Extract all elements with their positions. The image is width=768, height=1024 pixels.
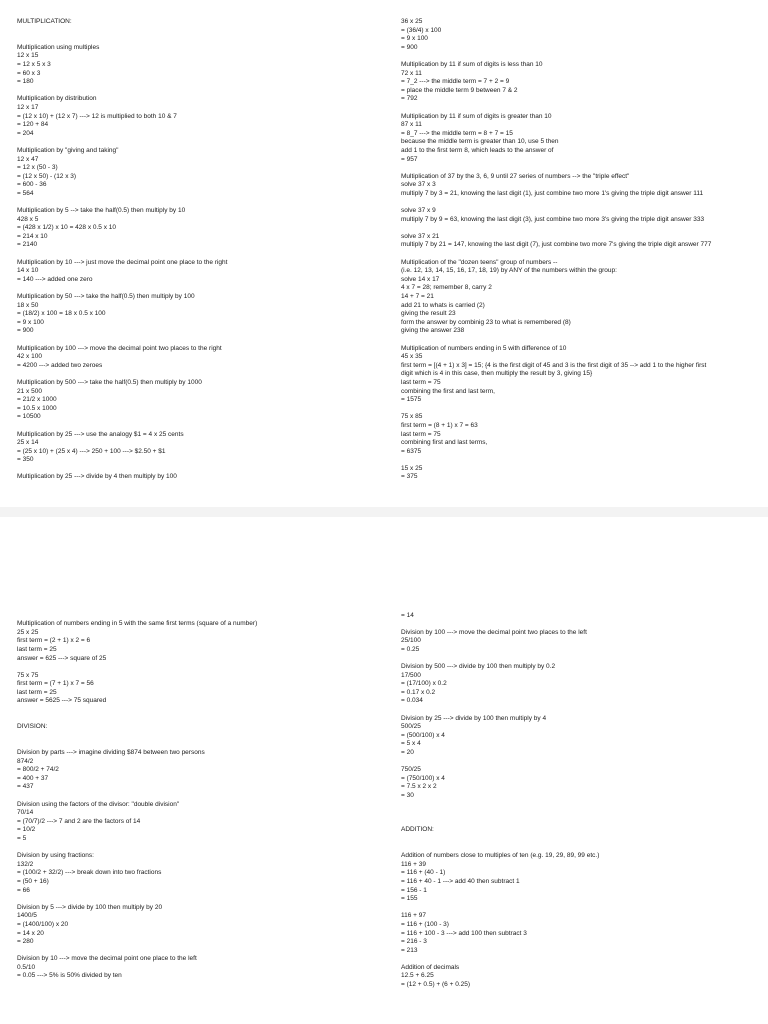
document-page-2 bbox=[0, 517, 768, 1024]
page-2-left-column bbox=[17, 517, 387, 981]
text-line bbox=[401, 534, 763, 543]
text-line: 116 + 39 bbox=[401, 860, 427, 868]
text-line: because the middle term is greater than 10, use 5 then bbox=[401, 138, 559, 146]
text-line: solve 37 x 3 bbox=[401, 181, 436, 189]
text-line: 750/25 bbox=[401, 766, 421, 774]
text-line: = 900 bbox=[401, 43, 418, 51]
text-line: = 5 bbox=[17, 834, 27, 842]
text-line: 12 x 47 bbox=[17, 155, 39, 163]
text-line: 14 x 10 bbox=[17, 267, 39, 275]
text-line: = (36/4) x 100 bbox=[401, 26, 442, 34]
text-line: first term = (8 + 1) x 7 = 63 bbox=[401, 421, 478, 429]
text-line bbox=[401, 955, 763, 964]
text-line: last term = 75 bbox=[401, 378, 441, 386]
text-line: combining the first and last term, bbox=[401, 387, 495, 395]
text-line bbox=[17, 35, 387, 44]
text-line bbox=[17, 603, 387, 612]
text-line: = (70/7)/2 ---> 7 and 2 are the factors of 14 bbox=[17, 817, 141, 825]
text-line: 132/2 bbox=[17, 860, 34, 868]
text-line bbox=[401, 603, 763, 612]
text-line: = 12 x 5 x 3 bbox=[17, 60, 51, 68]
text-line bbox=[17, 560, 387, 569]
text-line: = 116 + (100 - 3) bbox=[401, 920, 449, 928]
text-line bbox=[401, 835, 763, 844]
text-line: Multiplication by 11 if sum of digits is less than 10 bbox=[401, 60, 543, 68]
text-line bbox=[17, 663, 387, 672]
text-line: multiply 7 by 9 = 63, knowing the last digit (3), just combine two more 3's giving the triple digit answer 333 bbox=[401, 215, 705, 223]
text-line: = 280 bbox=[17, 938, 34, 946]
text-line: = (12 + 0.5) + (6 + 0.25) bbox=[401, 981, 471, 989]
text-line: = 14 bbox=[401, 611, 414, 619]
text-line bbox=[17, 465, 387, 474]
text-line bbox=[401, 456, 763, 465]
text-line bbox=[401, 586, 763, 595]
text-line: Multiplication by 100 ---> move the decimal point two places to the right bbox=[17, 344, 222, 352]
text-line: = 5 x 4 bbox=[401, 740, 421, 748]
text-line: = 375 bbox=[401, 473, 418, 481]
text-line: 42 x 100 bbox=[17, 353, 42, 361]
text-line: Multiplication by 5 --> take the half(0.5) then multiply by 10 bbox=[17, 207, 186, 215]
text-line: = 7.5 x 2 x 2 bbox=[401, 783, 437, 791]
text-line bbox=[401, 801, 763, 810]
text-line bbox=[401, 655, 763, 664]
text-line: = 60 x 3 bbox=[17, 69, 41, 77]
text-line bbox=[401, 620, 763, 629]
text-line bbox=[17, 517, 387, 526]
text-line: 428 x 5 bbox=[17, 215, 39, 223]
text-line: Multiplication by 11 if sum of digits is greater than 10 bbox=[401, 112, 552, 120]
text-line: = 204 bbox=[17, 129, 34, 137]
text-line: 15 x 25 bbox=[401, 464, 423, 472]
page-2-right-column bbox=[401, 517, 763, 990]
text-line bbox=[17, 250, 387, 259]
text-line: = (12 x 50) - (12 x 3) bbox=[17, 172, 77, 180]
text-line: 25/100 bbox=[401, 637, 421, 645]
text-line: = (428 x 1/2) x 10 = 428 x 0.5 x 10 bbox=[17, 224, 117, 232]
text-line bbox=[401, 198, 763, 207]
text-line: = 350 bbox=[17, 456, 34, 464]
text-line: = 180 bbox=[17, 78, 34, 86]
text-line: = (100/2 + 32/2) ---> break down into two fractions bbox=[17, 869, 162, 877]
text-line: = (17/100) x 0.2 bbox=[401, 680, 447, 688]
text-line: = 140 ---> added one zero bbox=[17, 275, 93, 283]
text-line bbox=[17, 844, 387, 853]
text-line: 36 x 25 bbox=[401, 18, 423, 25]
text-line: Division by using fractions: bbox=[17, 852, 94, 860]
text-line bbox=[401, 904, 763, 913]
text-line: giving the result 23 bbox=[401, 310, 456, 318]
text-line bbox=[17, 594, 387, 603]
text-line: solve 37 x 21 bbox=[401, 232, 440, 240]
text-line bbox=[401, 844, 763, 853]
text-line bbox=[17, 526, 387, 535]
text-line: = 792 bbox=[401, 95, 418, 103]
text-line: = 437 bbox=[17, 783, 34, 791]
text-line: = 600 - 36 bbox=[17, 181, 47, 189]
text-line: = 0.17 x 0.2 bbox=[401, 688, 436, 696]
text-line bbox=[17, 534, 387, 543]
text-line bbox=[17, 740, 387, 749]
text-line: MULTIPLICATION: bbox=[17, 18, 72, 25]
text-line: = (500/100) x 4 bbox=[401, 731, 445, 739]
text-line: ADDITION: bbox=[401, 826, 434, 834]
text-line: solve 14 x 17 bbox=[401, 275, 440, 283]
text-line: solve 37 x 9 bbox=[401, 207, 436, 215]
page-divider bbox=[0, 507, 768, 517]
text-line: 1400/5 bbox=[17, 912, 37, 920]
text-line: 500/25 bbox=[401, 723, 421, 731]
text-line: Division using the factors of the divisor: "double division" bbox=[17, 800, 180, 808]
text-line bbox=[401, 543, 763, 552]
document-page-1 bbox=[0, 0, 768, 507]
text-line: 87 x 11 bbox=[401, 121, 422, 129]
text-line: combining first and last terms, bbox=[401, 439, 488, 447]
page-1-left-column bbox=[17, 18, 387, 482]
text-line: 12 x 15 bbox=[17, 52, 39, 60]
text-line bbox=[401, 405, 763, 414]
text-line: first term = [(4 + 1) x 3] = 15; {4 is the first digit of 45 and 3 is the first digit of 35 --> add 1 to the higher first bbox=[401, 361, 707, 369]
text-line bbox=[17, 336, 387, 345]
text-line bbox=[17, 792, 387, 801]
text-line: = (750/100) x 4 bbox=[401, 774, 445, 782]
text-line: = 800/2 + 74/2 bbox=[17, 766, 59, 774]
text-line: Multiplication by 25 ---> use the analogy $1 = 4 x 25 cents bbox=[17, 430, 184, 438]
text-line: = 66 bbox=[17, 886, 30, 894]
text-line: last term = 25 bbox=[17, 688, 57, 696]
text-line bbox=[401, 569, 763, 578]
text-line: Addition of decimals bbox=[401, 963, 460, 971]
text-line: Multiplication by 50 ---> take the half(0.5) then multiply by 100 bbox=[17, 293, 195, 300]
text-line: 25 x 14 bbox=[17, 439, 39, 447]
text-line bbox=[17, 586, 387, 595]
text-line: = 0.05 ---> 5% is 50% divided by ten bbox=[17, 972, 122, 980]
text-line bbox=[401, 560, 763, 569]
text-line: last term = 25 bbox=[17, 645, 57, 653]
text-line bbox=[17, 895, 387, 904]
text-line bbox=[17, 715, 387, 724]
text-line: = 400 + 37 bbox=[17, 774, 49, 782]
text-line bbox=[17, 732, 387, 741]
text-line: 75 x 75 bbox=[17, 671, 39, 679]
text-line bbox=[17, 577, 387, 586]
text-line: first term = (2 + 1) x 2 = 6 bbox=[17, 637, 91, 645]
text-line: 70/14 bbox=[17, 809, 34, 817]
text-line: = (1400/100) x 20 bbox=[17, 920, 69, 928]
text-line: 21 x 500 bbox=[17, 387, 42, 395]
text-line: = 216 - 3 bbox=[401, 938, 427, 946]
text-line bbox=[401, 250, 763, 259]
text-line: Division by 25 ---> divide by 100 then multiply by 4 bbox=[401, 714, 547, 722]
text-line: 116 + 97 bbox=[401, 912, 427, 920]
text-line: Multiplication of numbers ending in 5 with difference of 10 bbox=[401, 344, 567, 352]
text-line bbox=[17, 612, 387, 621]
text-line: = 116 + (40 - 1) bbox=[401, 869, 446, 877]
text-line bbox=[401, 104, 763, 113]
text-line: = 1575 bbox=[401, 396, 422, 404]
text-line: = (50 + 16) bbox=[17, 877, 49, 885]
text-line bbox=[17, 569, 387, 578]
text-line: = 9 x 100 bbox=[401, 35, 428, 43]
text-line bbox=[17, 138, 387, 147]
text-line bbox=[17, 947, 387, 956]
text-line: = 14 x 20 bbox=[17, 929, 44, 937]
text-line: = (12 x 10) + (12 x 7) ---> 12 is multiplied to both 10 & 7 bbox=[17, 112, 177, 120]
text-line: = 30 bbox=[401, 792, 414, 799]
text-line: Multiplication by 500 ---> take the half(0.5) then multiply by 1000 bbox=[17, 378, 202, 386]
text-line: = 900 bbox=[17, 327, 34, 335]
text-line: = 564 bbox=[17, 189, 34, 197]
text-line: = 213 bbox=[401, 946, 418, 954]
text-line: 12 x 17 bbox=[17, 103, 39, 111]
text-line: multiply 7 by 3 = 21, knowing the last digit (1), just combine two more 1's giving the triple digit answer 111 bbox=[401, 189, 704, 197]
text-line: 75 x 85 bbox=[401, 413, 423, 421]
text-line bbox=[17, 198, 387, 207]
text-line: = 0.034 bbox=[401, 697, 423, 705]
text-line bbox=[17, 422, 387, 431]
text-line bbox=[17, 27, 387, 36]
text-line: = 6375 bbox=[401, 447, 422, 455]
text-line bbox=[401, 52, 763, 61]
text-line: = (18/2) x 100 = 18 x 0.5 x 100 bbox=[17, 310, 106, 318]
text-line: = 12 x (50 - 3) bbox=[17, 164, 58, 172]
text-line: = 156 - 1 bbox=[401, 886, 427, 894]
text-line bbox=[401, 706, 763, 715]
text-line bbox=[401, 758, 763, 767]
text-line bbox=[17, 543, 387, 552]
text-line: = 10.5 x 1000 bbox=[17, 404, 57, 412]
text-line bbox=[401, 517, 763, 526]
text-line: = 116 + 100 - 3 ---> add 100 then subtract 3 bbox=[401, 929, 527, 937]
text-line bbox=[17, 706, 387, 715]
text-line: 0.5/10 bbox=[17, 963, 36, 971]
text-line: (i.e. 12, 13, 14, 15, 16, 17, 18, 19) by ANY of the numbers within the group: bbox=[401, 267, 617, 275]
text-line bbox=[401, 164, 763, 173]
text-line: first term = (7 + 1) x 7 = 56 bbox=[17, 680, 94, 688]
text-line: 4 x 7 = 28; remember 8, carry 2 bbox=[401, 284, 492, 292]
text-line bbox=[17, 284, 387, 293]
text-line: Multiplication by "giving and taking" bbox=[17, 146, 119, 154]
text-line: giving the answer 238 bbox=[401, 327, 465, 335]
text-line: = 116 + 40 - 1 ---> add 40 then subtract 1 bbox=[401, 877, 520, 885]
text-line: = 0.25 bbox=[401, 645, 420, 653]
text-line: = 155 bbox=[401, 895, 418, 903]
text-line: Division by parts ---> imagine dividing $874 between two persons bbox=[17, 749, 205, 757]
text-line: Multiplication of numbers ending in 5 with the same first terms (square of a number) bbox=[17, 620, 258, 628]
text-line: = 214 x 10 bbox=[17, 232, 48, 240]
text-line: 14 + 7 = 21 bbox=[401, 293, 434, 300]
text-line bbox=[17, 551, 387, 560]
text-line: = 10/2 bbox=[17, 826, 36, 834]
text-line: 45 x 35 bbox=[401, 353, 423, 361]
text-line: = 2140 bbox=[17, 241, 38, 249]
text-line: Multiplication of the "dozen teens" group of numbers -- bbox=[401, 258, 558, 266]
text-line: digit which is 4 in this case, then multiply the result by 3, giving 15} bbox=[401, 370, 593, 378]
text-line: = 10500 bbox=[17, 413, 41, 421]
text-line: 17/500 bbox=[401, 671, 421, 679]
text-line: add 21 to whats is carried (2) bbox=[401, 301, 485, 309]
text-line bbox=[401, 551, 763, 560]
text-line: = (25 x 10) + (25 x 4) ---> 250 + 100 ---> $2.50 + $1 bbox=[17, 447, 166, 455]
text-line: = 957 bbox=[401, 155, 418, 163]
text-line: Addition of numbers close to multiples of ten (e.g. 19, 29, 89, 99 etc.) bbox=[401, 852, 600, 860]
text-line bbox=[401, 336, 763, 345]
text-line: Division by 10 ---> move the decimal point one place to the left bbox=[17, 955, 197, 963]
text-line: = 20 bbox=[401, 749, 414, 757]
text-line bbox=[401, 818, 763, 827]
text-line: 18 x 50 bbox=[17, 301, 39, 309]
text-line: 25 x 25 bbox=[17, 628, 39, 636]
text-line: 874/2 bbox=[17, 757, 34, 765]
text-line: Division by 500 ---> divide by 100 then multiply by 0.2 bbox=[401, 663, 556, 671]
text-line: Multiplication by 25 ---> divide by 4 then multiply by 100 bbox=[17, 473, 177, 481]
text-line: = 9 x 100 bbox=[17, 318, 44, 326]
text-line: = 4200 ---> added two zeroes bbox=[17, 361, 103, 369]
page-1-right-column bbox=[401, 18, 763, 482]
text-line: Multiplication by distribution bbox=[17, 95, 97, 103]
text-line: Multiplication by 10 ---> just move the decimal point one place to the right bbox=[17, 258, 228, 266]
text-line bbox=[401, 577, 763, 586]
text-line: = 8_7 ---> the middle term = 8 + 7 = 15 bbox=[401, 129, 513, 137]
text-line: 72 x 11 bbox=[401, 69, 422, 77]
text-line bbox=[17, 87, 387, 96]
text-line: 12.5 + 6.25 bbox=[401, 972, 434, 980]
text-line: Division by 5 ---> divide by 100 then multiply by 20 bbox=[17, 903, 163, 911]
text-line: = 21/2 x 1000 bbox=[17, 396, 57, 404]
text-line bbox=[401, 526, 763, 535]
text-line bbox=[401, 224, 763, 233]
text-line bbox=[401, 594, 763, 603]
text-line: = place the middle term 9 between 7 & 2 bbox=[401, 86, 518, 94]
text-line: add 1 to the first term 8, which leads to the answer of bbox=[401, 146, 554, 154]
text-line: answer = 5625 ---> 75 squared bbox=[17, 697, 107, 705]
text-line: Division by 100 ---> move the decimal point two places to the left bbox=[401, 628, 587, 636]
text-line: DIVISION: bbox=[17, 723, 48, 731]
text-line: last term = 75 bbox=[401, 430, 441, 438]
text-line: multiply 7 by 21 = 147, knowing the last digit (7), just combine two more 7's giving the triple digit answer 777 bbox=[401, 241, 712, 249]
text-line bbox=[17, 370, 387, 379]
text-line: Multiplication using multiples bbox=[17, 43, 100, 51]
text-line: answer = 625 ---> square of 25 bbox=[17, 654, 107, 662]
text-line: form the answer by combinig 23 to what is remembered (8) bbox=[401, 318, 571, 326]
text-line: = 7_2 ---> the middle term = 7 + 2 = 9 bbox=[401, 78, 510, 86]
text-line bbox=[401, 809, 763, 818]
text-line: = 120 + 84 bbox=[17, 121, 49, 129]
text-line: Multiplication of 37 by the 3, 6, 9 until 27 series of numbers --> the "triple effect" bbox=[401, 172, 630, 180]
